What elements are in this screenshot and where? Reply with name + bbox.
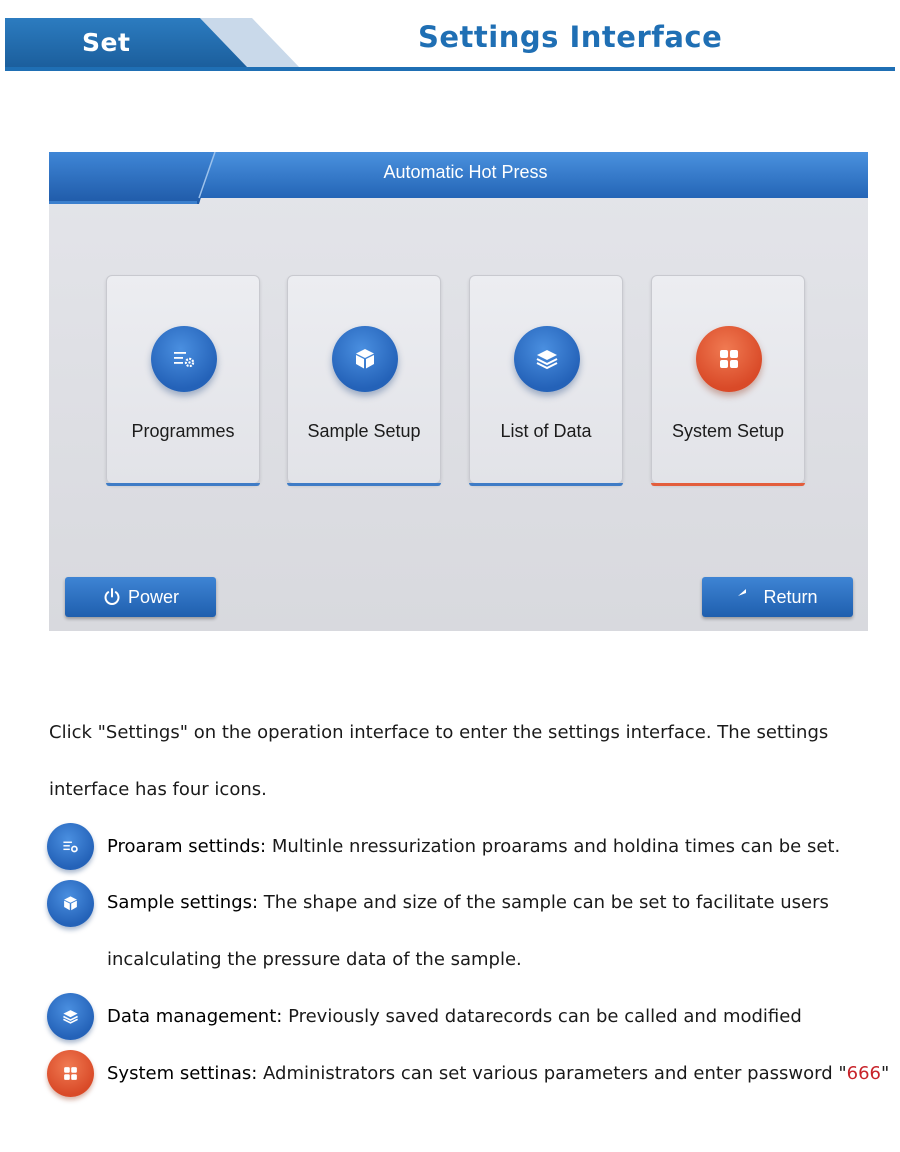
item-tail: " — [880, 1063, 890, 1084]
tile-label: Programmes — [131, 421, 235, 441]
item-desc: The shape and size of the sample can be set to facilitate users — [258, 892, 829, 913]
device-title: Automatic Hot Press — [383, 162, 548, 182]
tile-list-of-data[interactable] — [469, 275, 623, 484]
data-management-description — [107, 1006, 802, 1027]
password-value: 666 — [846, 1063, 881, 1084]
program-settings-icon — [47, 823, 94, 870]
item-term: Sample settings: — [107, 892, 259, 913]
program-settings-description — [107, 836, 840, 857]
return-button-label: Return — [763, 586, 818, 607]
data-layers-icon — [47, 993, 94, 1040]
page-title: Settings Interface — [418, 20, 723, 54]
system-grid-icon — [47, 1050, 94, 1097]
power-button-label: Power — [127, 586, 180, 607]
power-button[interactable] — [65, 577, 216, 617]
program-settings-icon — [151, 326, 217, 392]
sample-settings-description — [107, 892, 829, 913]
tile-label: Sample Setup — [307, 421, 421, 441]
intro-line-1: Click "Settings" on the operation interface to enter the settings interface. The settings — [49, 722, 829, 743]
item-term: Proaram settinds: — [107, 836, 267, 857]
tile-label: System Setup — [671, 421, 785, 441]
tile-programmes[interactable] — [106, 275, 260, 484]
sample-settings-description-cont: incalculating the pressure data of the sample. — [107, 949, 522, 970]
item-desc: Administrators can set various parameters and enter password " — [257, 1063, 847, 1084]
data-layers-icon — [514, 326, 580, 392]
device-title-bar — [49, 152, 868, 204]
item-desc: Multinle nressurization proarams and holdina times can be set. — [266, 836, 841, 857]
tile-label: List of Data — [500, 421, 592, 441]
document-header — [0, 0, 900, 80]
sample-cube-icon — [332, 326, 398, 392]
system-settings-description — [107, 1063, 889, 1084]
item-term: System settinas: — [107, 1063, 258, 1084]
tile-sample-setup[interactable] — [287, 275, 441, 484]
return-button[interactable] — [702, 577, 853, 617]
system-grid-icon — [696, 326, 762, 392]
item-term: Data management: — [107, 1006, 283, 1027]
power-icon — [102, 587, 122, 607]
intro-line-2: interface has four icons. — [49, 779, 267, 800]
tile-system-setup[interactable] — [651, 275, 805, 484]
item-desc: Previously saved datarecords can be called and modified — [282, 1006, 802, 1027]
sample-cube-icon — [47, 880, 94, 927]
return-arrow-icon — [737, 588, 757, 606]
section-tab-label: Set — [82, 28, 131, 57]
device-screen — [49, 152, 868, 631]
